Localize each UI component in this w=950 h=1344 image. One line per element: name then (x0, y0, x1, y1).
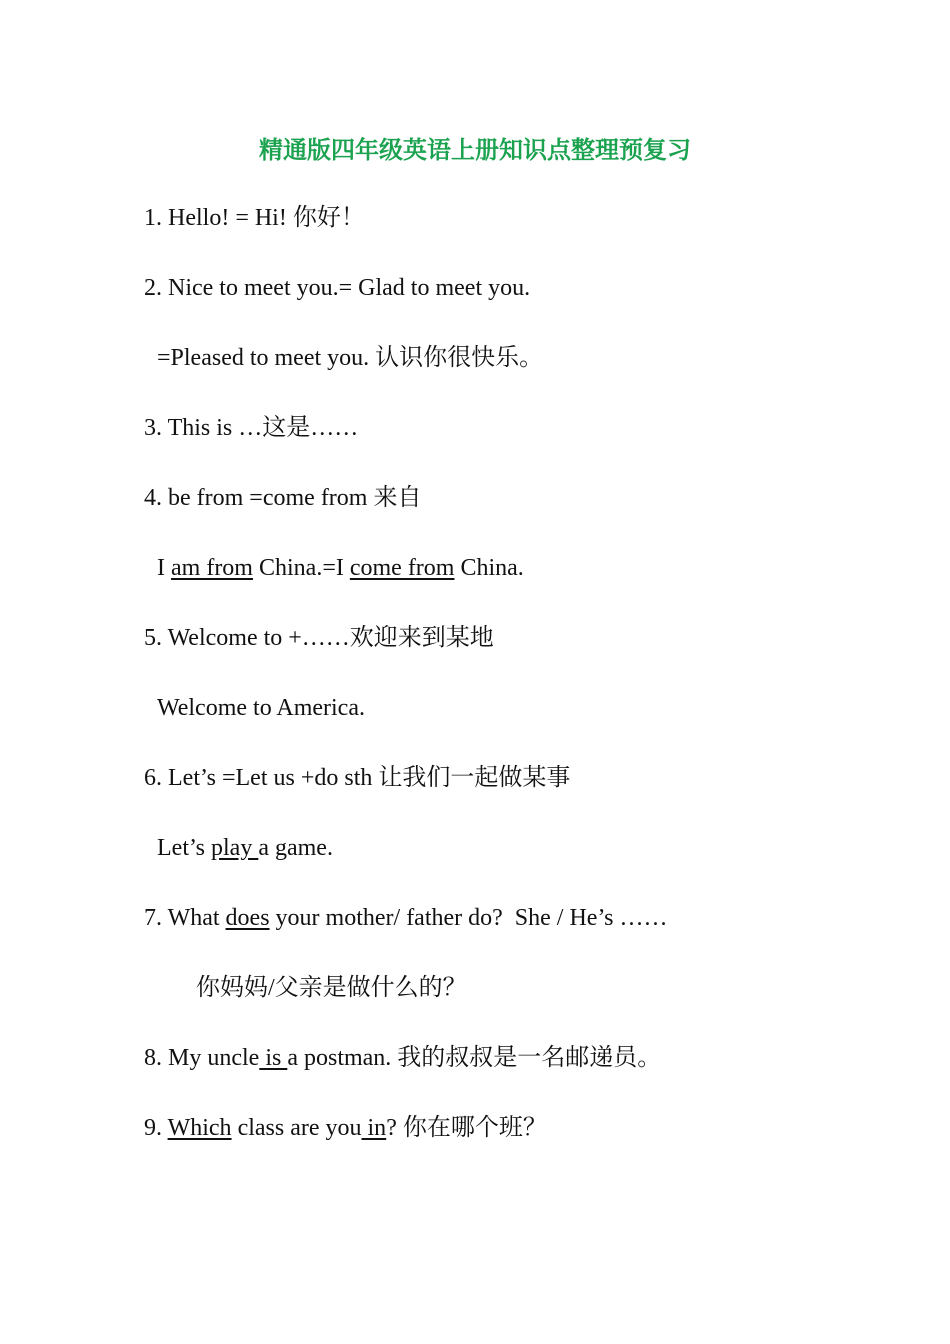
item-4-line: 4. be from =come from 来自 (144, 485, 422, 511)
item-8-line (144, 1043, 661, 1073)
item-9-line (144, 1113, 547, 1143)
item-2-line: 2. Nice to meet you.= Glad to meet you. (144, 275, 531, 301)
underlined-phrase: come from (349, 555, 455, 581)
item-3-line: 3. This is …这是…… (144, 415, 359, 441)
underlined-phrase: in (361, 1115, 387, 1141)
underlined-phrase: am from (171, 555, 253, 581)
item-4-example (157, 553, 524, 583)
text-segment: 8. My uncle (144, 1045, 260, 1071)
text-segment: 9. (144, 1115, 168, 1141)
item-5-line: 5. Welcome to +……欢迎来到某地 (144, 625, 494, 651)
text-segment: China. (454, 555, 524, 581)
document-title: 精通版四年级英语上册知识点整理预复习 (259, 135, 691, 164)
text-segment: a postman. 我的叔叔是一名邮递员。 (287, 1045, 662, 1071)
underlined-phrase: is (259, 1045, 288, 1071)
text-segment: a game. (258, 835, 333, 861)
underlined-phrase: Which (167, 1115, 232, 1141)
item-6-line: 6. Let’s =Let us +do sth 让我们一起做某事 (144, 765, 571, 791)
text-segment: 7. What (144, 905, 226, 931)
text-segment: Let’s (157, 835, 211, 861)
item-7-line (144, 903, 667, 933)
text-segment: China.=I (252, 555, 350, 581)
item-7-translation: 你妈妈/父亲是做什么的？ (196, 975, 467, 1001)
item-1-line: 1. Hello! = Hi! 你好！ (144, 205, 365, 231)
text-segment: I (157, 555, 171, 581)
item-5-example: Welcome to America. (157, 695, 365, 721)
item-6-example (157, 833, 333, 863)
text-segment: your mother/ father do? She / He’s …… (269, 905, 668, 931)
text-segment: ? 你在哪个班？ (386, 1115, 547, 1141)
underlined-phrase: play (211, 835, 259, 861)
text-segment: class are you (231, 1115, 362, 1141)
item-2-continuation: =Pleased to meet you. 认识你很快乐。 (157, 345, 544, 371)
underlined-phrase: does (225, 905, 270, 931)
